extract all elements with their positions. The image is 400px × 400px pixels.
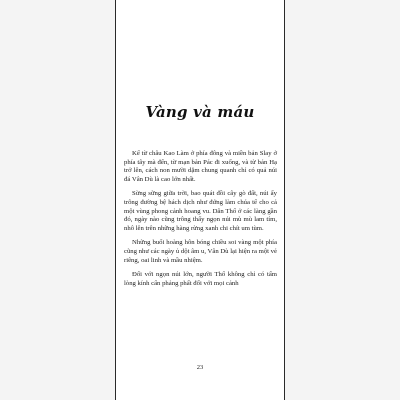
body-text bbox=[124, 150, 277, 294]
page-number: 23 bbox=[196, 364, 204, 371]
paragraph: Kể từ châu Kao Làm ở phía đông và miền bản Slay ở phía tây mà đến, từ mạn bản Pác đi xuống, và từ bản Hạ trở lên, cách non mười dặm chung quanh chỉ có quả núi đá Vân Dù là cao lớn nhất. bbox=[124, 150, 277, 183]
paragraph: Sừng sững giữa trời, bao quát đồi cây gò đất, núi ấy trông đường bệ hách dịch như đứng làm chúa tể cho cả một vùng phong cảnh hoang vu. Dân Thổ ở các làng gần đó, ngày nào cũng trông thấy ngọn núi mù mù lam tím, nhô lên trên những hàng rừng xanh chi chít um tùm. bbox=[124, 190, 277, 232]
book-page bbox=[115, 0, 285, 400]
paragraph: Đối với ngọn núi lớn, người Thổ không chỉ có tấm lòng kính cẩn phảng phất đối với mọi cảnh bbox=[124, 271, 277, 287]
paragraph: Những buổi hoàng hôn bóng chiều soi vàng một phía cũng như các ngày ủ dột âm u, Vân Dù lại hiện ra một vẻ riêng, oai linh và mầu nhiệm. bbox=[124, 239, 277, 264]
chapter-title: Vàng và máu bbox=[145, 103, 255, 121]
